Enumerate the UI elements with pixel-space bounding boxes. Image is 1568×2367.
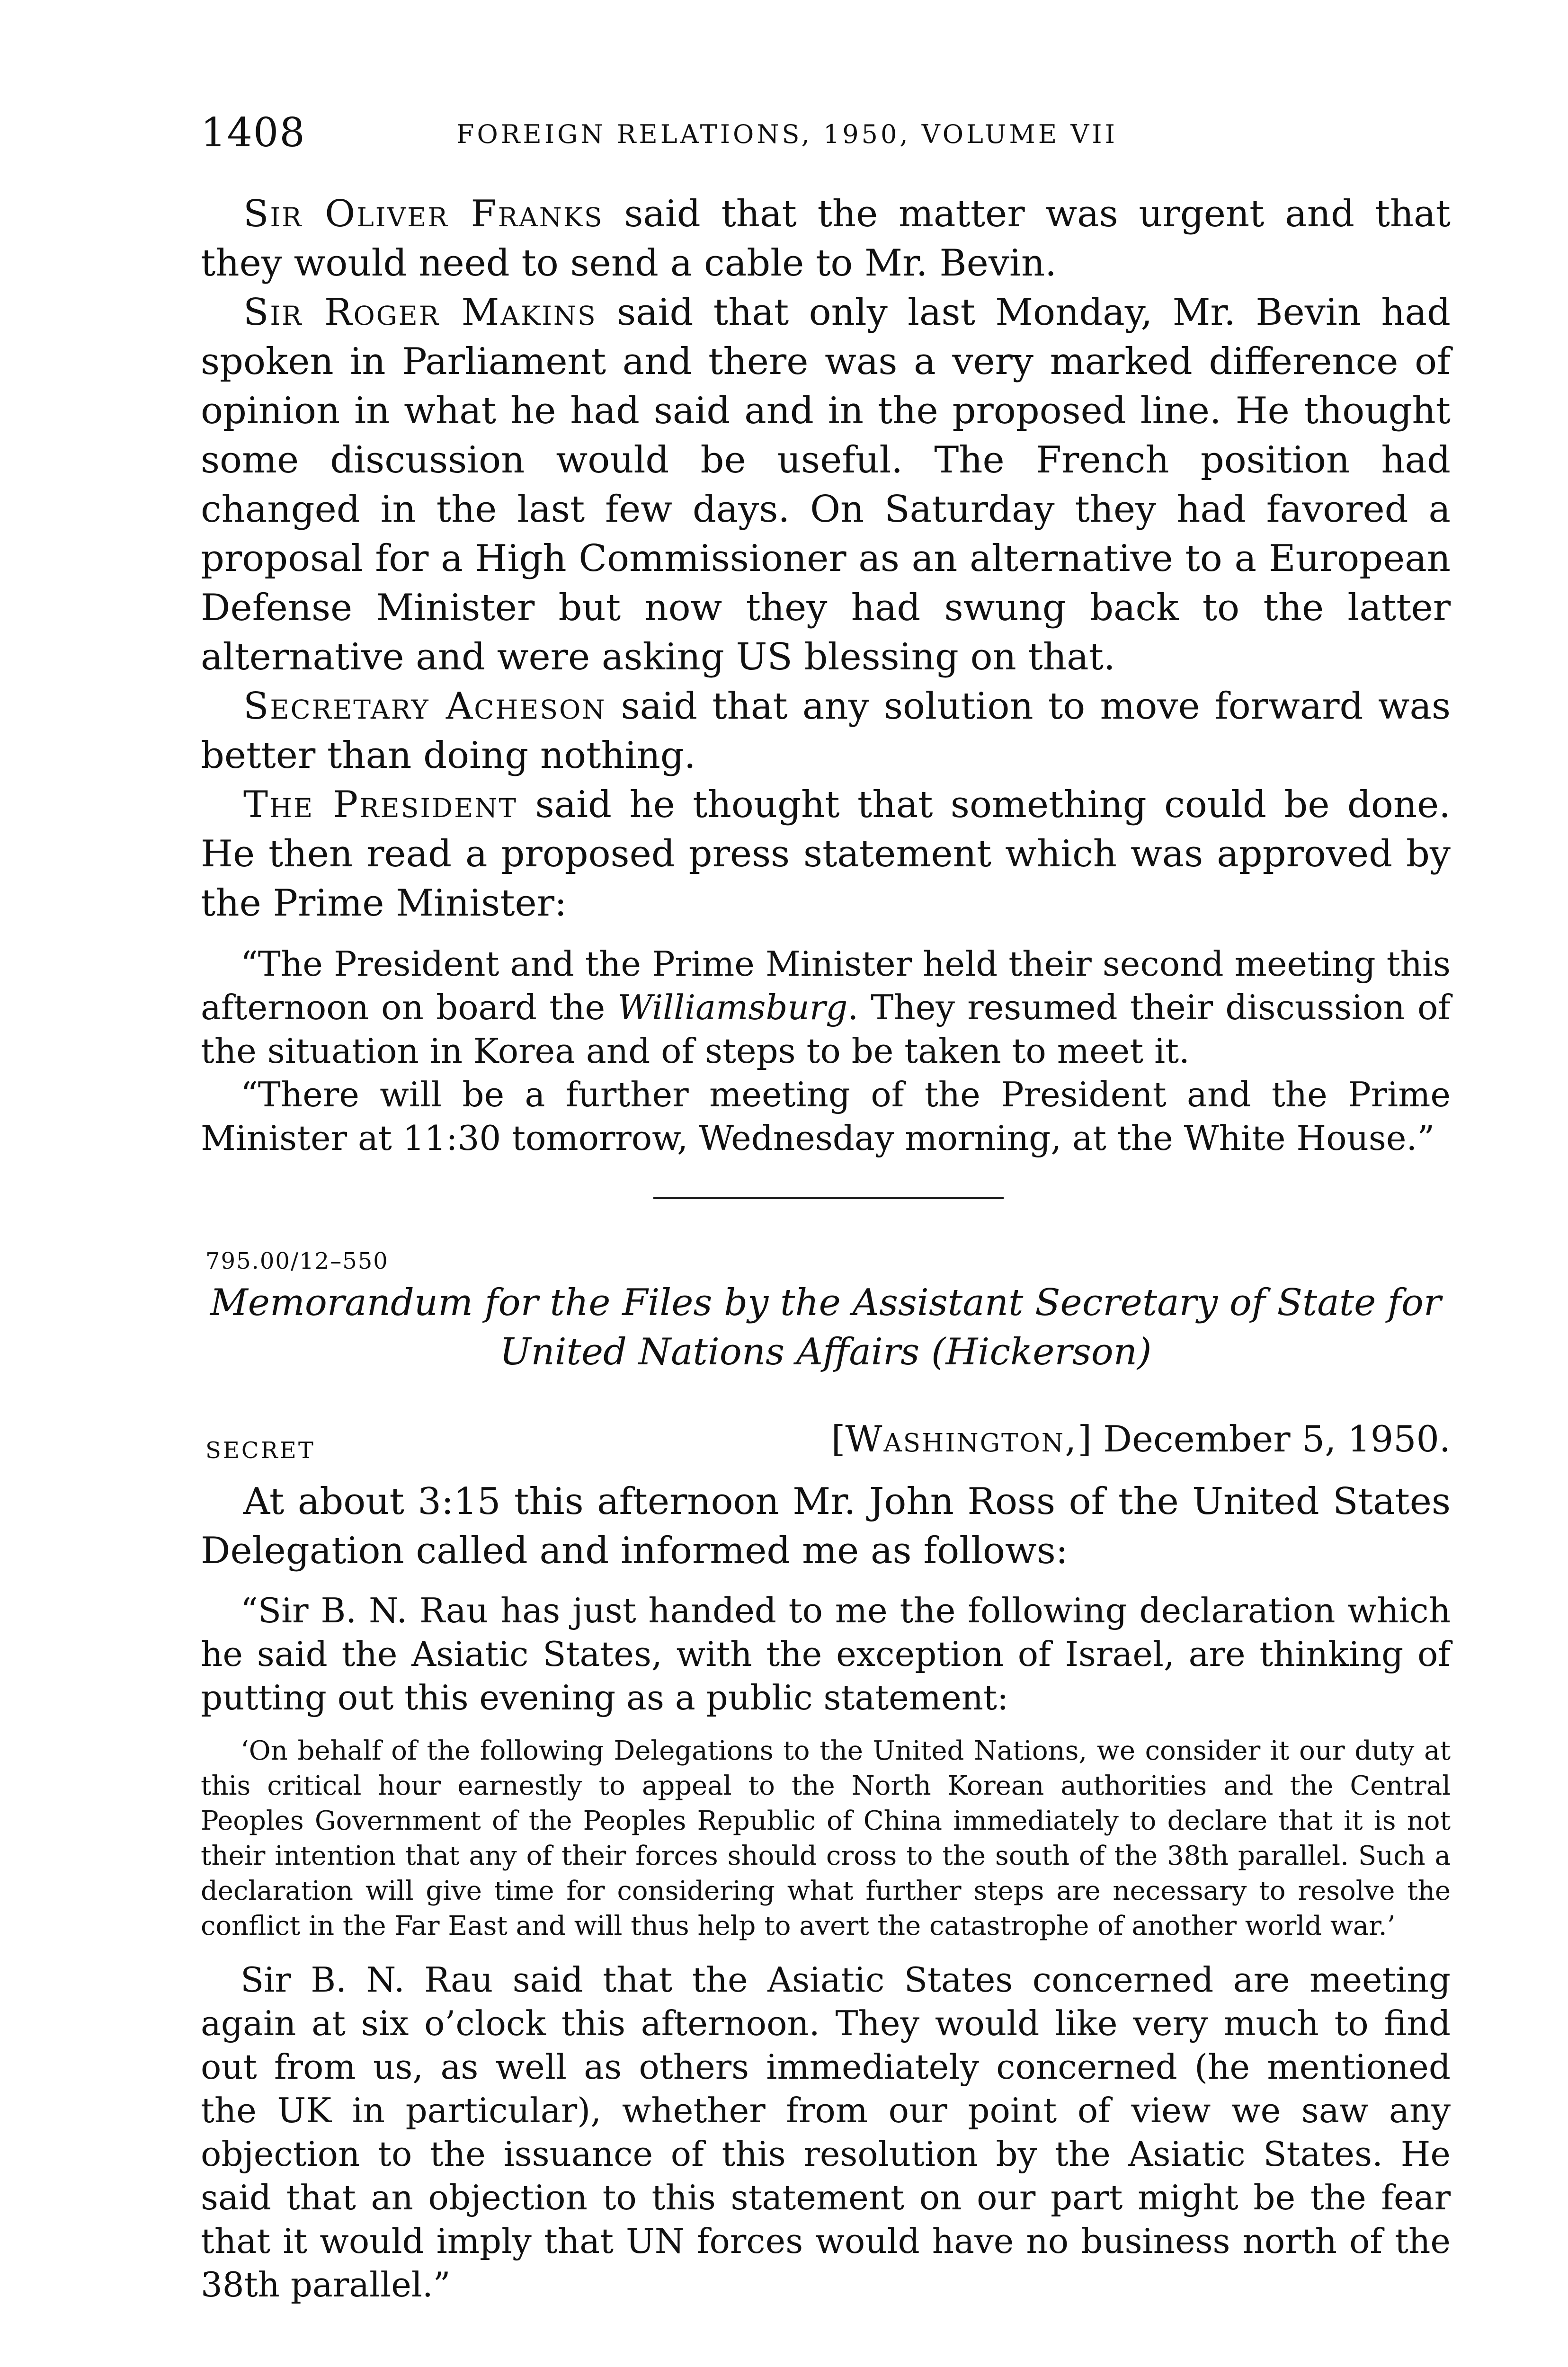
document-title-line-2: United Nations Affairs (Hickerson) [499,1331,1152,1373]
speaker-name: Sir Roger Makins [243,291,597,334]
paragraph-text: said that the matter was urgent and that they would need to send a cable to Mr. Bevin. [201,193,1451,285]
speaker-name: The President [243,783,518,826]
memo-paragraph-1: At about 3:15 this afternoon Mr. John Ross of the United States Delegation called and informed me as follows: [201,1480,1451,1572]
classification-marking: SECRET [205,1437,315,1464]
section-divider [653,1197,1004,1199]
memo-paragraph-2: “Sir B. N. Rau has just handed to me the following declaration which he said the Asiatic States, with the exception of Israel, are thinking of putting out this evening as a public statement: [201,1591,1451,1717]
file-number: 795.00/12–550 [205,1248,389,1274]
declaration-text: ‘On behalf of the following Delegations to the United Nations, we consider it our duty at this critical hour earnestly to appeal to the North Korean authorities and the Central Peoples Government of the Peoples Republic of China immediately to declare that it is not their intention that any of their forces should cross to the south of the 38th parallel. Such a declaration will give time for considering what further steps are necessary to resolve the conflict in the Far East and will thus help to avert the catastrophe of another world war.’ [201,1735,1451,1941]
paragraph-president [201,780,1451,928]
paragraph-acheson [201,682,1451,780]
paragraph-franks [201,189,1451,288]
press-statement-paragraph-1: “The President and the Prime Minister held their second meeting this afternoon on board the Williamsburg. They resumed their discussion of the situation in Korea and of steps to be taken to meet it. [201,944,1451,1071]
paragraph-text: said that only last Monday, Mr. Bevin had spoken in Parliament and there was a very marked difference of opinion in what he had said and in the proposed line. He thought some discussion would be useful. The French position had changed in the last few days. On Saturday they had favored a proposal for a High Commissioner as an alternative to a European Defense Minister but now they had swung back to the latter alternative and were asking US blessing on that. [201,291,1451,678]
running-head: FOREIGN RELATIONS, 1950, VOLUME VII [456,119,1118,149]
memorandum-body [201,1477,1451,2306]
dateline: [Washington,] December 5, 1950. [831,1418,1451,1460]
ship-name: Williamsburg [617,988,848,1027]
document-title [201,1278,1451,1377]
paragraph-makins [201,288,1451,682]
memo-paragraph-3: Sir B. N. Rau said that the Asiatic States concerned are meeting again at six o’clock this afternoon. They would like very much to find out from us, as well as others immediately concerned (he mentioned the UK in particular), whether from our point of view we saw any objection to the issuance of this resolution by the Asiatic States. He said that an objection to this statement on our part might be the fear that it would imply that UN forces would have no business north of the 38th parallel.” [201,1960,1451,2305]
speaker-name: Sir Oliver Franks [243,193,604,235]
speaker-name: Secretary Acheson [243,685,606,728]
meeting-minutes-section [201,189,1451,1160]
page-header [201,109,1460,156]
press-statement-paragraph-2: “There will be a further meeting of the President and the Prime Minister at 11:30 tomorrow, Wednesday morning, at the White House.” [201,1075,1451,1158]
document-title-line-1: Memorandum for the Files by the Assistant Secretary of State for [210,1281,1442,1324]
dateline-date: December 5, 1950. [1103,1418,1451,1460]
paragraph-text: said he thought that something could be done. He then read a proposed press statement which was approved by the Prime Minister: [201,783,1451,925]
page-number: 1408 [201,109,306,156]
dateline-place: Washington, [845,1418,1078,1460]
paragraph-text: said that any solution to move forward was better than doing nothing. [201,685,1451,777]
